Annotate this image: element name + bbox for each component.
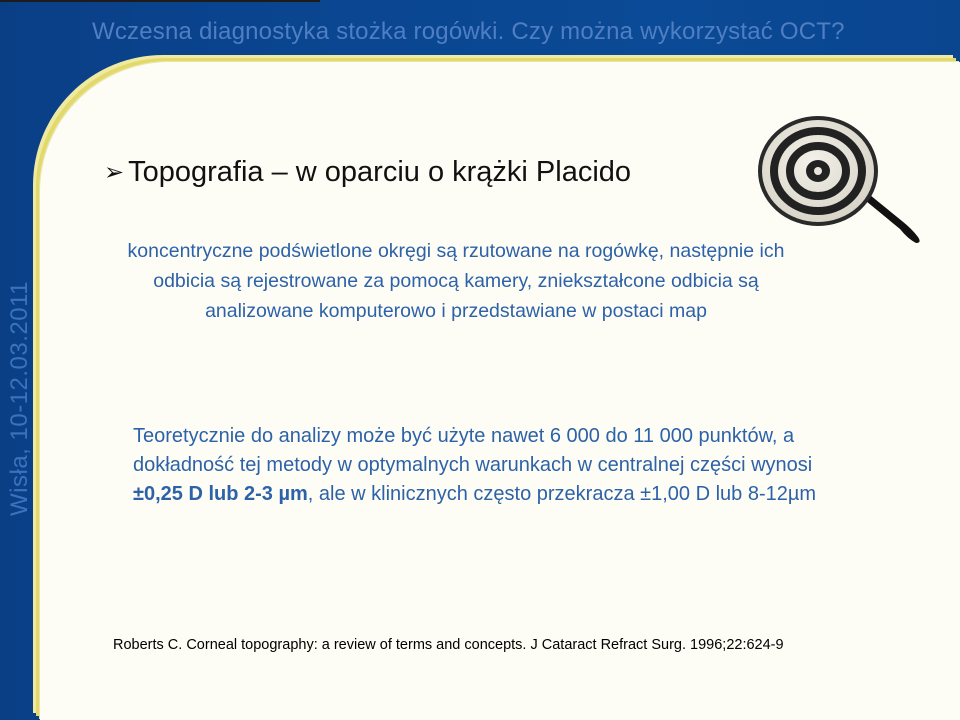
top-divider-line (0, 0, 320, 2)
arrow-bullet-icon: ➢ (104, 159, 125, 186)
theory-text-2: , ale w klinicznych często przekracza ±1,00 D lub 8-12µm (307, 483, 817, 505)
section-heading (104, 156, 631, 189)
side-date-location: Wisła, 10-12.03.2011 (6, 280, 33, 516)
description-paragraph: koncentryczne podświetlone okręgi są rzutowane na rogówkę, następnie ich odbicia są rejestrowane za pomocą kamery, zniekształcone odbicia są analizowane komputerowo i przedstawiane w postaci map (127, 240, 785, 322)
slide-title: Wczesna diagnostyka stożka rogówki. Czy można wykorzystać OCT? (92, 18, 845, 45)
placido-disk-icon (752, 113, 932, 248)
theory-text-1: Teoretycznie do analizy może być użyte nawet 6 000 do 11 000 punktów, a dokładność tej metody w optymalnych warunkach w centralnej części wynosi (133, 425, 813, 476)
theory-paragraph (133, 422, 823, 509)
reference-citation: Roberts C. Corneal topography: a review of terms and concepts. J Cataract Refract Surg. 1996;22:624-9 (113, 637, 784, 653)
heading-text: Topografia – w oparciu o krążki Placido (128, 156, 632, 188)
theory-accuracy-value: ±0,25 D lub 2-3 µm (133, 483, 308, 505)
